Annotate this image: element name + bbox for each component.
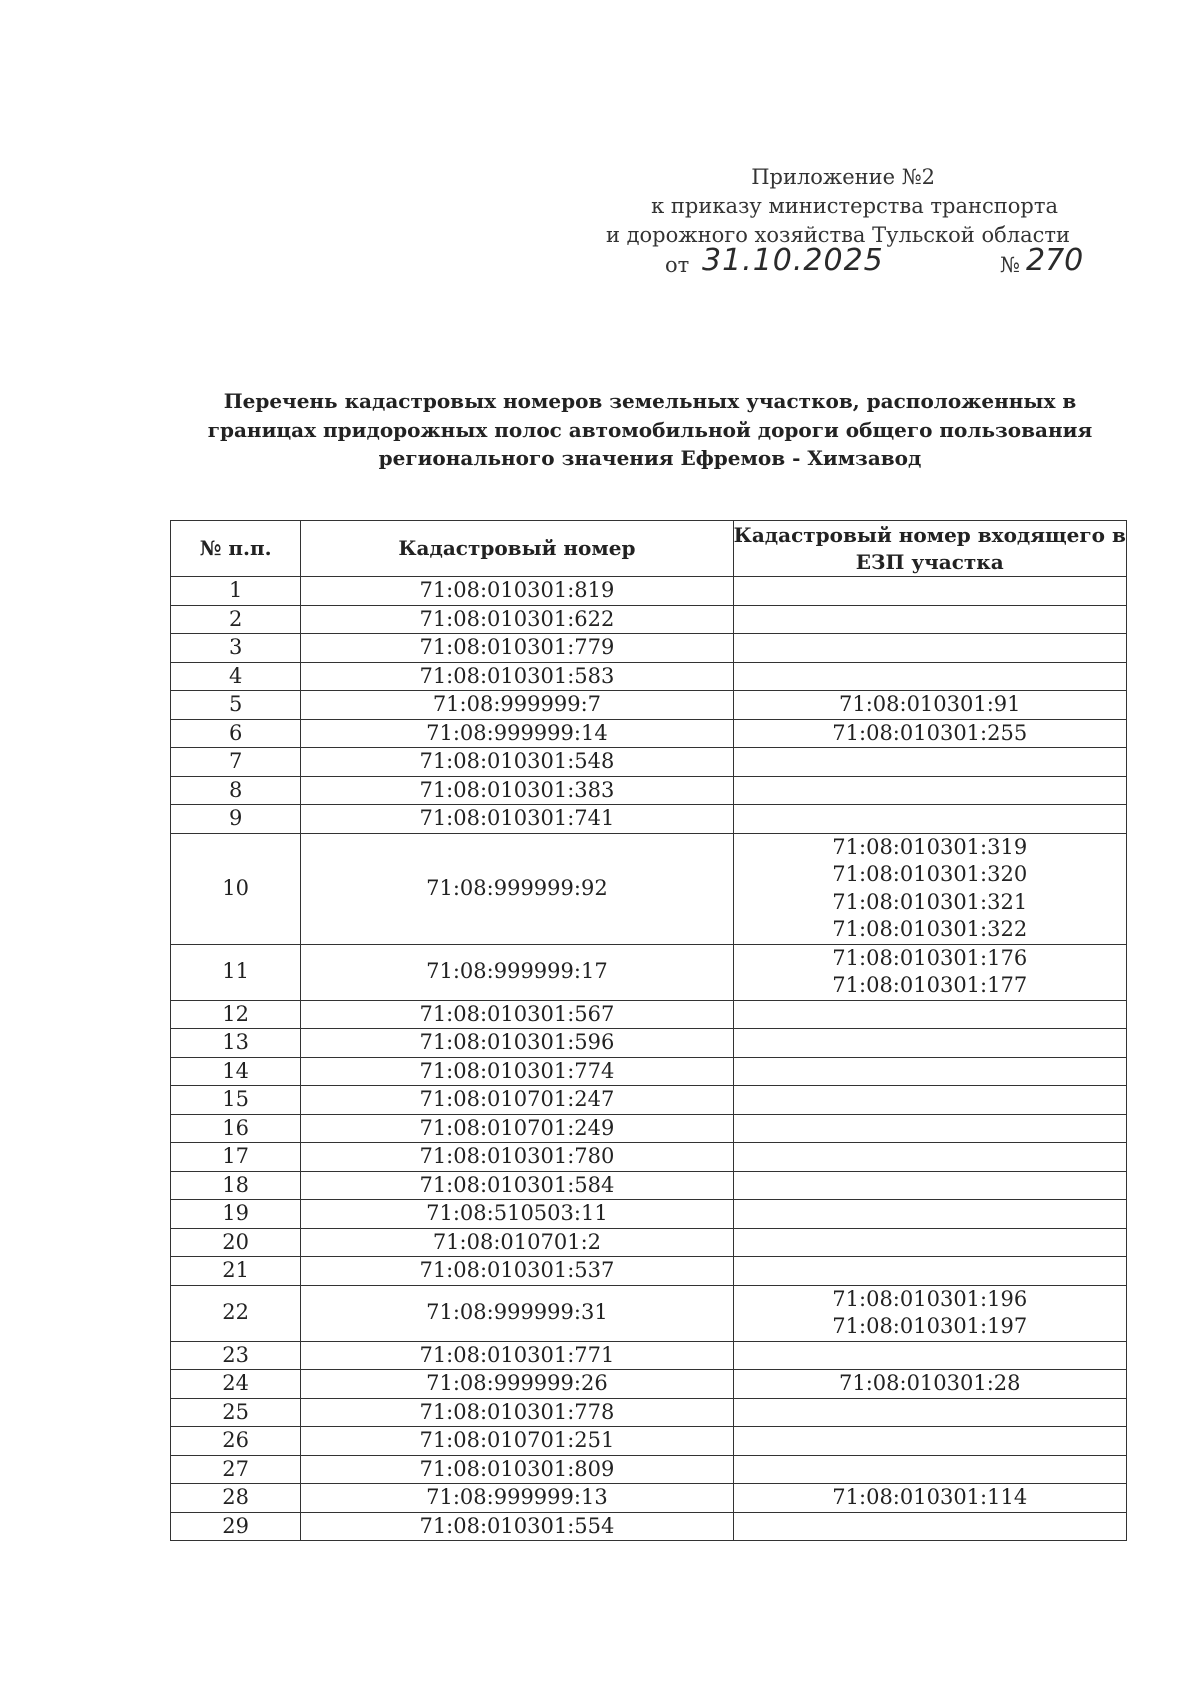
row-number: 7 [171, 748, 301, 777]
cadastral-number: 71:08:999999:26 [301, 1370, 733, 1399]
table-row [171, 662, 1127, 691]
cadastral-number: 71:08:010301:583 [301, 662, 733, 691]
cadastral-table [170, 520, 1127, 1541]
table-row [171, 1455, 1127, 1484]
cadastral-number: 71:08:010301:383 [301, 776, 733, 805]
cadastral-number: 71:08:010301:778 [301, 1398, 733, 1427]
table-body [171, 577, 1127, 1541]
table-row [171, 605, 1127, 634]
ezp-cadastral-numbers [733, 1257, 1127, 1286]
ezp-cadastral-numbers [733, 691, 1127, 720]
ezp-cadastral-numbers [733, 833, 1127, 944]
appendix-title: Приложение №2 [751, 165, 935, 189]
row-number: 21 [171, 1257, 301, 1286]
document-title: Перечень кадастровых номеров земельных участков, расположенных в границах придорожных полос автомобильной дороги общего пользования регионального значения Ефремов - Химзавод [207, 389, 1093, 470]
table-row [171, 1228, 1127, 1257]
row-number: 13 [171, 1029, 301, 1058]
ezp-cadastral-numbers [733, 1200, 1127, 1229]
cadastral-number: 71:08:010301:548 [301, 748, 733, 777]
row-number: 23 [171, 1341, 301, 1370]
ezp-cadastral-numbers [733, 1455, 1127, 1484]
table-row [171, 1086, 1127, 1115]
handwritten-number: 270 [1026, 243, 1084, 278]
order-date-line [650, 243, 1090, 283]
table-row [171, 776, 1127, 805]
row-number: 9 [171, 805, 301, 834]
table-row [171, 833, 1127, 944]
ezp-cadastral-numbers [733, 1029, 1127, 1058]
ezp-cadastral-number: 71:08:010301:196 [832, 1286, 1028, 1311]
ezp-cadastral-numbers [733, 1057, 1127, 1086]
order-line-1: к приказу министерства транспорта [651, 194, 1058, 218]
row-number: 29 [171, 1512, 301, 1541]
ezp-cadastral-numbers [733, 1228, 1127, 1257]
ezp-cadastral-number: 71:08:010301:197 [832, 1314, 1028, 1338]
table-row [171, 719, 1127, 748]
cadastral-number: 71:08:010701:247 [301, 1086, 733, 1115]
row-number: 3 [171, 634, 301, 663]
table-row [171, 1057, 1127, 1086]
cadastral-number: 71:08:010301:596 [301, 1029, 733, 1058]
ezp-cadastral-number: 71:08:010301:114 [832, 1485, 1028, 1509]
row-number: 12 [171, 1000, 301, 1029]
row-number: 16 [171, 1114, 301, 1143]
ezp-cadastral-numbers [733, 1285, 1127, 1341]
column-header-ezp: Кадастровый номер входящего в ЕЗП участка [733, 521, 1127, 577]
row-number: 2 [171, 605, 301, 634]
cadastral-number: 71:08:010301:779 [301, 634, 733, 663]
cadastral-number: 71:08:510503:11 [301, 1200, 733, 1229]
cadastral-number: 71:08:010301:771 [301, 1341, 733, 1370]
row-number: 6 [171, 719, 301, 748]
row-number: 19 [171, 1200, 301, 1229]
table-row [171, 1512, 1127, 1541]
ezp-cadastral-numbers [733, 805, 1127, 834]
date-prefix: от [665, 253, 690, 277]
cadastral-number: 71:08:010301:537 [301, 1257, 733, 1286]
table-row [171, 944, 1127, 1000]
ezp-cadastral-number: 71:08:010301:321 [832, 889, 1028, 914]
table-row [171, 1341, 1127, 1370]
row-number: 22 [171, 1285, 301, 1341]
cadastral-number: 71:08:010301:809 [301, 1455, 733, 1484]
cadastral-number: 71:08:010301:774 [301, 1057, 733, 1086]
cadastral-number: 71:08:010301:741 [301, 805, 733, 834]
cadastral-number: 71:08:010301:584 [301, 1171, 733, 1200]
cadastral-number: 71:08:999999:13 [301, 1484, 733, 1513]
ezp-cadastral-numbers [733, 719, 1127, 748]
row-number: 15 [171, 1086, 301, 1115]
ezp-cadastral-numbers [733, 605, 1127, 634]
table-row [171, 1427, 1127, 1456]
row-number: 27 [171, 1455, 301, 1484]
ezp-cadastral-numbers [733, 662, 1127, 691]
ezp-cadastral-numbers [733, 1484, 1127, 1513]
table-row [171, 634, 1127, 663]
cadastral-number: 71:08:010701:249 [301, 1114, 733, 1143]
ezp-cadastral-number: 71:08:010301:320 [832, 862, 1028, 886]
order-line-2: и дорожного хозяйства Тульской области [605, 223, 1070, 247]
cadastral-number: 71:08:010301:554 [301, 1512, 733, 1541]
row-number: 10 [171, 833, 301, 944]
row-number: 26 [171, 1427, 301, 1456]
cadastral-number: 71:08:999999:92 [301, 833, 733, 944]
table-row [171, 1200, 1127, 1229]
ezp-cadastral-numbers [733, 944, 1127, 1000]
cadastral-number: 71:08:010701:251 [301, 1427, 733, 1456]
cadastral-number: 71:08:999999:7 [301, 691, 733, 720]
cadastral-number: 71:08:010301:780 [301, 1143, 733, 1172]
ezp-cadastral-number: 71:08:010301:322 [832, 917, 1028, 941]
ezp-cadastral-numbers [733, 1427, 1127, 1456]
ezp-cadastral-numbers [733, 776, 1127, 805]
table-row [171, 1114, 1127, 1143]
row-number: 18 [171, 1171, 301, 1200]
column-header-number: № п.п. [171, 521, 301, 577]
cadastral-number: 71:08:999999:31 [301, 1285, 733, 1341]
ezp-cadastral-numbers [733, 1143, 1127, 1172]
ezp-cadastral-numbers [733, 1000, 1127, 1029]
row-number: 14 [171, 1057, 301, 1086]
row-number: 1 [171, 577, 301, 606]
cadastral-number: 71:08:999999:14 [301, 719, 733, 748]
ezp-cadastral-numbers [733, 1398, 1127, 1427]
table-row [171, 1398, 1127, 1427]
ezp-cadastral-numbers [733, 1171, 1127, 1200]
ezp-cadastral-numbers [733, 1086, 1127, 1115]
ezp-cadastral-number: 71:08:010301:176 [832, 945, 1028, 970]
row-number: 28 [171, 1484, 301, 1513]
cadastral-number: 71:08:010701:2 [301, 1228, 733, 1257]
table-row [171, 577, 1127, 606]
ezp-cadastral-numbers [733, 1341, 1127, 1370]
table-header-row [171, 521, 1127, 577]
cadastral-number: 71:08:010301:567 [301, 1000, 733, 1029]
table-row [171, 1370, 1127, 1399]
ezp-cadastral-numbers [733, 634, 1127, 663]
ezp-cadastral-numbers [733, 1512, 1127, 1541]
column-header-cadastral: Кадастровый номер [301, 521, 733, 577]
table-row [171, 1257, 1127, 1286]
table-row [171, 1285, 1127, 1341]
table-row [171, 805, 1127, 834]
table-row [171, 748, 1127, 777]
ezp-cadastral-numbers [733, 577, 1127, 606]
ezp-cadastral-numbers [733, 748, 1127, 777]
row-number: 24 [171, 1370, 301, 1399]
handwritten-date: 31.10.2025 [702, 243, 884, 278]
row-number: 11 [171, 944, 301, 1000]
row-number: 25 [171, 1398, 301, 1427]
ezp-cadastral-number: 71:08:010301:28 [838, 1371, 1021, 1395]
ezp-cadastral-number: 71:08:010301:255 [832, 720, 1028, 745]
ezp-cadastral-number: 71:08:010301:91 [838, 692, 1021, 716]
table-row [171, 1171, 1127, 1200]
ezp-cadastral-number: 71:08:010301:319 [832, 834, 1028, 859]
appendix-header [560, 163, 1070, 250]
table-row [171, 1000, 1127, 1029]
ezp-cadastral-numbers [733, 1114, 1127, 1143]
row-number: 20 [171, 1228, 301, 1257]
ezp-cadastral-number: 71:08:010301:177 [832, 973, 1028, 997]
cadastral-number: 71:08:010301:622 [301, 605, 733, 634]
table-row [171, 691, 1127, 720]
row-number: 8 [171, 776, 301, 805]
row-number: 17 [171, 1143, 301, 1172]
cadastral-number: 71:08:010301:819 [301, 577, 733, 606]
cadastral-number: 71:08:999999:17 [301, 944, 733, 1000]
table-row [171, 1484, 1127, 1513]
table-row [171, 1143, 1127, 1172]
number-prefix: № [1000, 253, 1020, 277]
ezp-cadastral-numbers [733, 1370, 1127, 1399]
table-row [171, 1029, 1127, 1058]
row-number: 4 [171, 662, 301, 691]
row-number: 5 [171, 691, 301, 720]
